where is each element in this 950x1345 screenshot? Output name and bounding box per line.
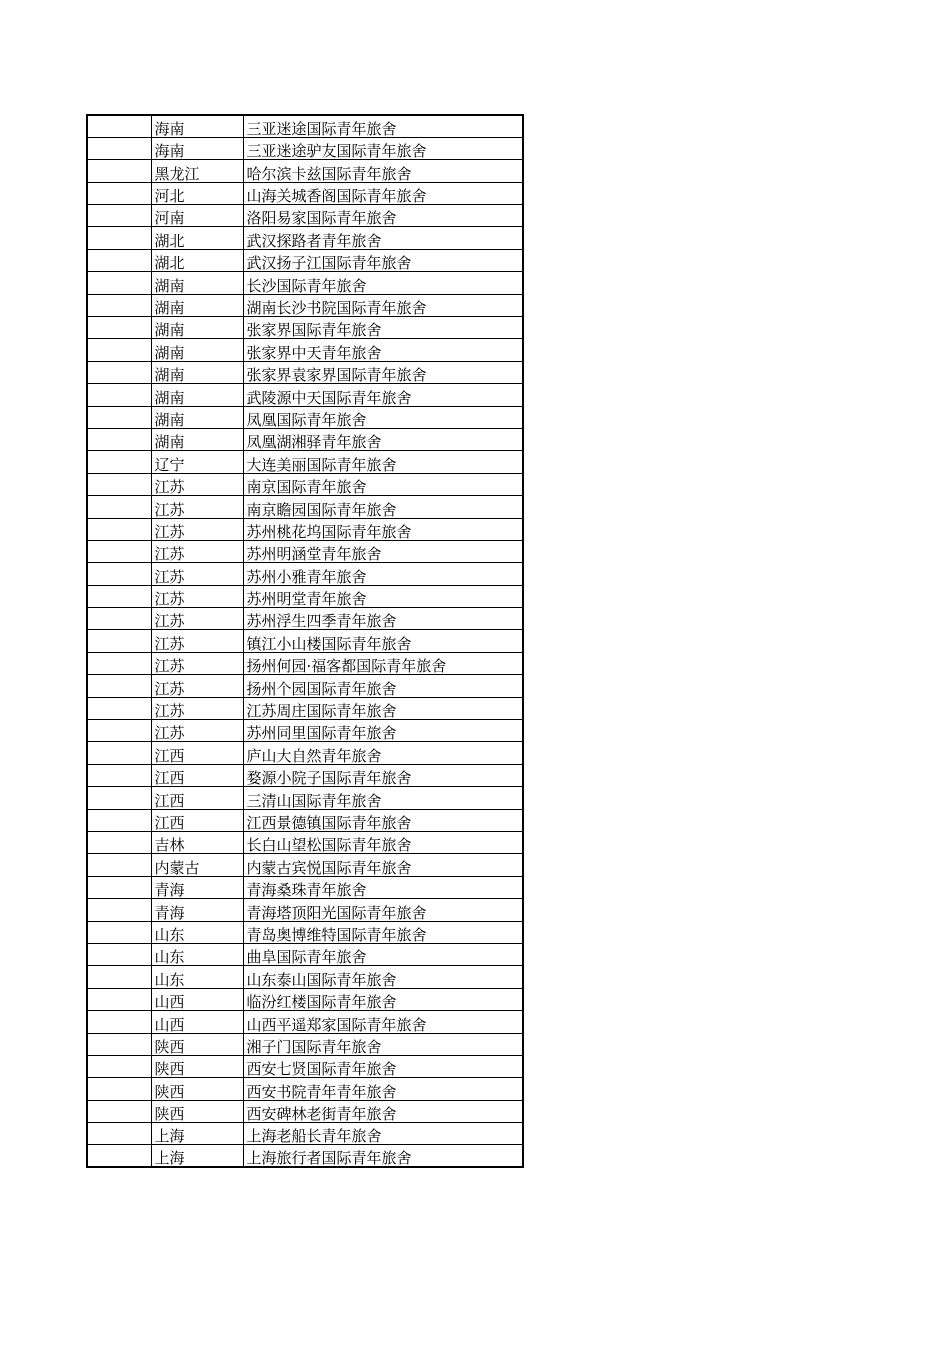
empty-cell[interactable] xyxy=(87,205,151,227)
province-cell[interactable]: 陕西 xyxy=(151,1100,243,1122)
hostel-name-cell[interactable]: 山东泰山国际青年旅舍 xyxy=(243,966,523,988)
table-row xyxy=(87,249,523,271)
province-cell[interactable]: 湖南 xyxy=(151,406,243,428)
table-row xyxy=(87,787,523,809)
table-row xyxy=(87,317,523,339)
empty-cell[interactable] xyxy=(87,697,151,719)
table-row xyxy=(87,115,523,137)
empty-cell[interactable] xyxy=(87,227,151,249)
province-cell[interactable]: 吉林 xyxy=(151,832,243,854)
hostel-name-cell[interactable]: 长沙国际青年旅舍 xyxy=(243,272,523,294)
empty-cell[interactable] xyxy=(87,1011,151,1033)
province-cell[interactable]: 河北 xyxy=(151,182,243,204)
province-cell[interactable]: 江苏 xyxy=(151,563,243,585)
empty-cell[interactable] xyxy=(87,160,151,182)
province-cell[interactable]: 湖北 xyxy=(151,249,243,271)
hostel-name-cell[interactable]: 苏州同里国际青年旅舍 xyxy=(243,720,523,742)
empty-cell[interactable] xyxy=(87,966,151,988)
empty-cell[interactable] xyxy=(87,384,151,406)
province-cell[interactable]: 江苏 xyxy=(151,697,243,719)
table-row xyxy=(87,563,523,585)
empty-cell[interactable] xyxy=(87,115,151,137)
empty-cell[interactable] xyxy=(87,630,151,652)
empty-cell[interactable] xyxy=(87,1145,151,1167)
province-cell[interactable]: 山东 xyxy=(151,943,243,965)
province-cell[interactable]: 江苏 xyxy=(151,496,243,518)
province-cell[interactable]: 湖南 xyxy=(151,428,243,450)
table-row xyxy=(87,451,523,473)
hostel-name-cell[interactable]: 西安七贤国际青年旅舍 xyxy=(243,1055,523,1077)
hostel-name-cell[interactable]: 大连美丽国际青年旅舍 xyxy=(243,451,523,473)
province-cell[interactable]: 陕西 xyxy=(151,1078,243,1100)
table-row xyxy=(87,137,523,159)
empty-cell[interactable] xyxy=(87,742,151,764)
province-cell[interactable]: 内蒙古 xyxy=(151,854,243,876)
hostel-name-cell[interactable]: 山海关城香阁国际青年旅舍 xyxy=(243,182,523,204)
empty-cell[interactable] xyxy=(87,1123,151,1145)
province-cell[interactable]: 江西 xyxy=(151,764,243,786)
hostel-name-cell[interactable]: 哈尔滨卡兹国际青年旅舍 xyxy=(243,160,523,182)
province-cell[interactable]: 江苏 xyxy=(151,675,243,697)
province-cell[interactable]: 江苏 xyxy=(151,473,243,495)
empty-cell[interactable] xyxy=(87,921,151,943)
empty-cell[interactable] xyxy=(87,563,151,585)
hostel-name-cell[interactable]: 三清山国际青年旅舍 xyxy=(243,787,523,809)
hostel-name-cell[interactable]: 湖南长沙书院国际青年旅舍 xyxy=(243,294,523,316)
table-row xyxy=(87,294,523,316)
empty-cell[interactable] xyxy=(87,876,151,898)
table-row xyxy=(87,1055,523,1077)
hostel-name-cell[interactable]: 凤凰湖湘驿青年旅舍 xyxy=(243,428,523,450)
hostel-name-cell[interactable]: 青岛奥博维特国际青年旅舍 xyxy=(243,921,523,943)
province-cell[interactable]: 上海 xyxy=(151,1145,243,1167)
empty-cell[interactable] xyxy=(87,317,151,339)
table-row xyxy=(87,832,523,854)
hostel-name-cell[interactable]: 苏州小雅青年旅舍 xyxy=(243,563,523,585)
empty-cell[interactable] xyxy=(87,451,151,473)
province-cell[interactable]: 山东 xyxy=(151,966,243,988)
hostel-name-cell[interactable]: 苏州桃花坞国际青年旅舍 xyxy=(243,518,523,540)
table-row xyxy=(87,406,523,428)
hostel-name-cell[interactable]: 南京国际青年旅舍 xyxy=(243,473,523,495)
table-row xyxy=(87,540,523,562)
empty-cell[interactable] xyxy=(87,272,151,294)
table-row xyxy=(87,697,523,719)
hostel-name-cell[interactable]: 江西景德镇国际青年旅舍 xyxy=(243,809,523,831)
empty-cell[interactable] xyxy=(87,854,151,876)
province-cell[interactable]: 江苏 xyxy=(151,652,243,674)
hostel-name-cell[interactable]: 洛阳易家国际青年旅舍 xyxy=(243,205,523,227)
province-cell[interactable]: 江苏 xyxy=(151,585,243,607)
empty-cell[interactable] xyxy=(87,137,151,159)
table-row xyxy=(87,473,523,495)
hostel-name-cell[interactable]: 青海桑珠青年旅舍 xyxy=(243,876,523,898)
hostel-name-cell[interactable]: 镇江小山楼国际青年旅舍 xyxy=(243,630,523,652)
table-row xyxy=(87,1011,523,1033)
hostel-name-cell[interactable]: 长白山望松国际青年旅舍 xyxy=(243,832,523,854)
province-cell[interactable]: 江西 xyxy=(151,742,243,764)
province-cell[interactable]: 江西 xyxy=(151,787,243,809)
province-cell[interactable]: 山西 xyxy=(151,988,243,1010)
hostel-name-cell[interactable]: 苏州明堂青年旅舍 xyxy=(243,585,523,607)
empty-cell[interactable] xyxy=(87,832,151,854)
table-row xyxy=(87,809,523,831)
hostel-name-cell[interactable]: 张家界袁家界国际青年旅舍 xyxy=(243,361,523,383)
province-cell[interactable]: 江苏 xyxy=(151,518,243,540)
hostel-name-cell[interactable]: 婺源小院子国际青年旅舍 xyxy=(243,764,523,786)
hostel-name-cell[interactable]: 扬州何园·福客都国际青年旅舍 xyxy=(243,652,523,674)
empty-cell[interactable] xyxy=(87,675,151,697)
empty-cell[interactable] xyxy=(87,943,151,965)
table-row xyxy=(87,227,523,249)
table-row xyxy=(87,585,523,607)
table-row xyxy=(87,1033,523,1055)
table-row xyxy=(87,630,523,652)
hostel-name-cell[interactable]: 扬州个园国际青年旅舍 xyxy=(243,675,523,697)
province-cell[interactable]: 青海 xyxy=(151,899,243,921)
province-cell[interactable]: 湖南 xyxy=(151,384,243,406)
table-row xyxy=(87,1123,523,1145)
empty-cell[interactable] xyxy=(87,540,151,562)
table-row xyxy=(87,943,523,965)
table-row xyxy=(87,876,523,898)
hostel-name-cell[interactable]: 三亚迷途驴友国际青年旅舍 xyxy=(243,137,523,159)
empty-cell[interactable] xyxy=(87,652,151,674)
province-cell[interactable]: 江苏 xyxy=(151,540,243,562)
table-row xyxy=(87,921,523,943)
hostel-name-cell[interactable]: 苏州浮生四季青年旅舍 xyxy=(243,608,523,630)
hostel-name-cell[interactable]: 南京瞻园国际青年旅舍 xyxy=(243,496,523,518)
table-row xyxy=(87,182,523,204)
empty-cell[interactable] xyxy=(87,361,151,383)
empty-cell[interactable] xyxy=(87,988,151,1010)
hostel-name-cell[interactable]: 临汾红楼国际青年旅舍 xyxy=(243,988,523,1010)
empty-cell[interactable] xyxy=(87,608,151,630)
table-row xyxy=(87,652,523,674)
province-cell[interactable]: 山西 xyxy=(151,1011,243,1033)
hostel-name-cell[interactable]: 武陵源中天国际青年旅舍 xyxy=(243,384,523,406)
table-row xyxy=(87,675,523,697)
empty-cell[interactable] xyxy=(87,182,151,204)
province-cell[interactable]: 江苏 xyxy=(151,630,243,652)
table-row xyxy=(87,742,523,764)
table-row xyxy=(87,339,523,361)
hostel-name-cell[interactable]: 曲阜国际青年旅舍 xyxy=(243,943,523,965)
province-cell[interactable]: 湖南 xyxy=(151,294,243,316)
hostel-name-cell[interactable]: 内蒙古宾悦国际青年旅舍 xyxy=(243,854,523,876)
table-row xyxy=(87,720,523,742)
hostel-name-cell[interactable]: 江苏周庄国际青年旅舍 xyxy=(243,697,523,719)
hostel-name-cell[interactable]: 西安书院青年青年旅舍 xyxy=(243,1078,523,1100)
hostel-name-cell[interactable]: 湘子门国际青年旅舍 xyxy=(243,1033,523,1055)
province-cell[interactable]: 海南 xyxy=(151,115,243,137)
empty-cell[interactable] xyxy=(87,406,151,428)
province-cell[interactable]: 山东 xyxy=(151,921,243,943)
table-row xyxy=(87,160,523,182)
province-cell[interactable]: 河南 xyxy=(151,205,243,227)
empty-cell[interactable] xyxy=(87,294,151,316)
province-cell[interactable]: 青海 xyxy=(151,876,243,898)
hostel-table-body xyxy=(87,115,523,1167)
hostel-name-cell[interactable]: 武汉探路者青年旅舍 xyxy=(243,227,523,249)
table-row xyxy=(87,899,523,921)
hostel-name-cell[interactable]: 上海旅行者国际青年旅舍 xyxy=(246,1149,412,1168)
table-row xyxy=(87,272,523,294)
empty-cell[interactable] xyxy=(87,249,151,271)
table-row xyxy=(87,988,523,1010)
province-cell[interactable]: 江西 xyxy=(151,809,243,831)
province-cell[interactable]: 辽宁 xyxy=(151,451,243,473)
hostel-name-cell[interactable]: 青海塔顶阳光国际青年旅舍 xyxy=(243,899,523,921)
table-row xyxy=(87,384,523,406)
province-cell[interactable]: 上海 xyxy=(151,1123,243,1145)
table-row xyxy=(87,205,523,227)
empty-cell[interactable] xyxy=(87,496,151,518)
province-cell[interactable]: 湖北 xyxy=(151,227,243,249)
empty-cell[interactable] xyxy=(87,473,151,495)
table-row xyxy=(87,1100,523,1122)
hostel-name-cell[interactable]: 上海老船长青年旅舍 xyxy=(243,1123,523,1145)
province-cell[interactable]: 海南 xyxy=(151,137,243,159)
empty-cell[interactable] xyxy=(87,1055,151,1077)
empty-cell[interactable] xyxy=(87,585,151,607)
empty-cell[interactable] xyxy=(87,339,151,361)
table-row xyxy=(87,966,523,988)
table-row xyxy=(87,496,523,518)
table-row xyxy=(87,518,523,540)
empty-cell[interactable] xyxy=(87,518,151,540)
empty-cell[interactable] xyxy=(87,1033,151,1055)
hostel-name-cell[interactable]: 凤凰国际青年旅舍 xyxy=(243,406,523,428)
hostel-name-cell[interactable]: 庐山大自然青年旅舍 xyxy=(243,742,523,764)
empty-cell[interactable] xyxy=(87,1078,151,1100)
table-row xyxy=(87,764,523,786)
empty-cell[interactable] xyxy=(87,809,151,831)
province-cell[interactable]: 陕西 xyxy=(151,1055,243,1077)
province-cell[interactable]: 湖南 xyxy=(151,272,243,294)
hostel-name-cell[interactable]: 苏州明涵堂青年旅舍 xyxy=(243,540,523,562)
empty-cell[interactable] xyxy=(87,1100,151,1122)
hostel-name-cell[interactable]: 张家界国际青年旅舍 xyxy=(243,317,523,339)
hostel-name-cell[interactable]: 武汉扬子江国际青年旅舍 xyxy=(243,249,523,271)
province-cell[interactable]: 江苏 xyxy=(151,720,243,742)
empty-cell[interactable] xyxy=(87,720,151,742)
table-row xyxy=(87,1145,523,1167)
empty-cell[interactable] xyxy=(87,764,151,786)
province-cell[interactable]: 湖南 xyxy=(151,317,243,339)
province-cell[interactable]: 湖南 xyxy=(151,339,243,361)
province-cell[interactable]: 黑龙江 xyxy=(151,160,243,182)
table-row xyxy=(87,854,523,876)
province-cell[interactable]: 陕西 xyxy=(151,1033,243,1055)
empty-cell[interactable] xyxy=(87,899,151,921)
empty-cell[interactable] xyxy=(87,787,151,809)
empty-cell[interactable] xyxy=(87,428,151,450)
table-row xyxy=(87,608,523,630)
hostel-name-cell[interactable]: 西安碑林老街青年旅舍 xyxy=(243,1100,523,1122)
hostel-table xyxy=(86,114,524,1168)
hostel-name-cell[interactable]: 三亚迷途国际青年旅舍 xyxy=(243,115,523,137)
hostel-name-cell[interactable]: 山西平遥郑家国际青年旅舍 xyxy=(243,1011,523,1033)
table-row xyxy=(87,428,523,450)
table-row xyxy=(87,361,523,383)
hostel-name-cell[interactable]: 张家界中天青年旅舍 xyxy=(243,339,523,361)
province-cell[interactable]: 湖南 xyxy=(151,361,243,383)
table-row xyxy=(87,1078,523,1100)
province-cell[interactable]: 江苏 xyxy=(151,608,243,630)
